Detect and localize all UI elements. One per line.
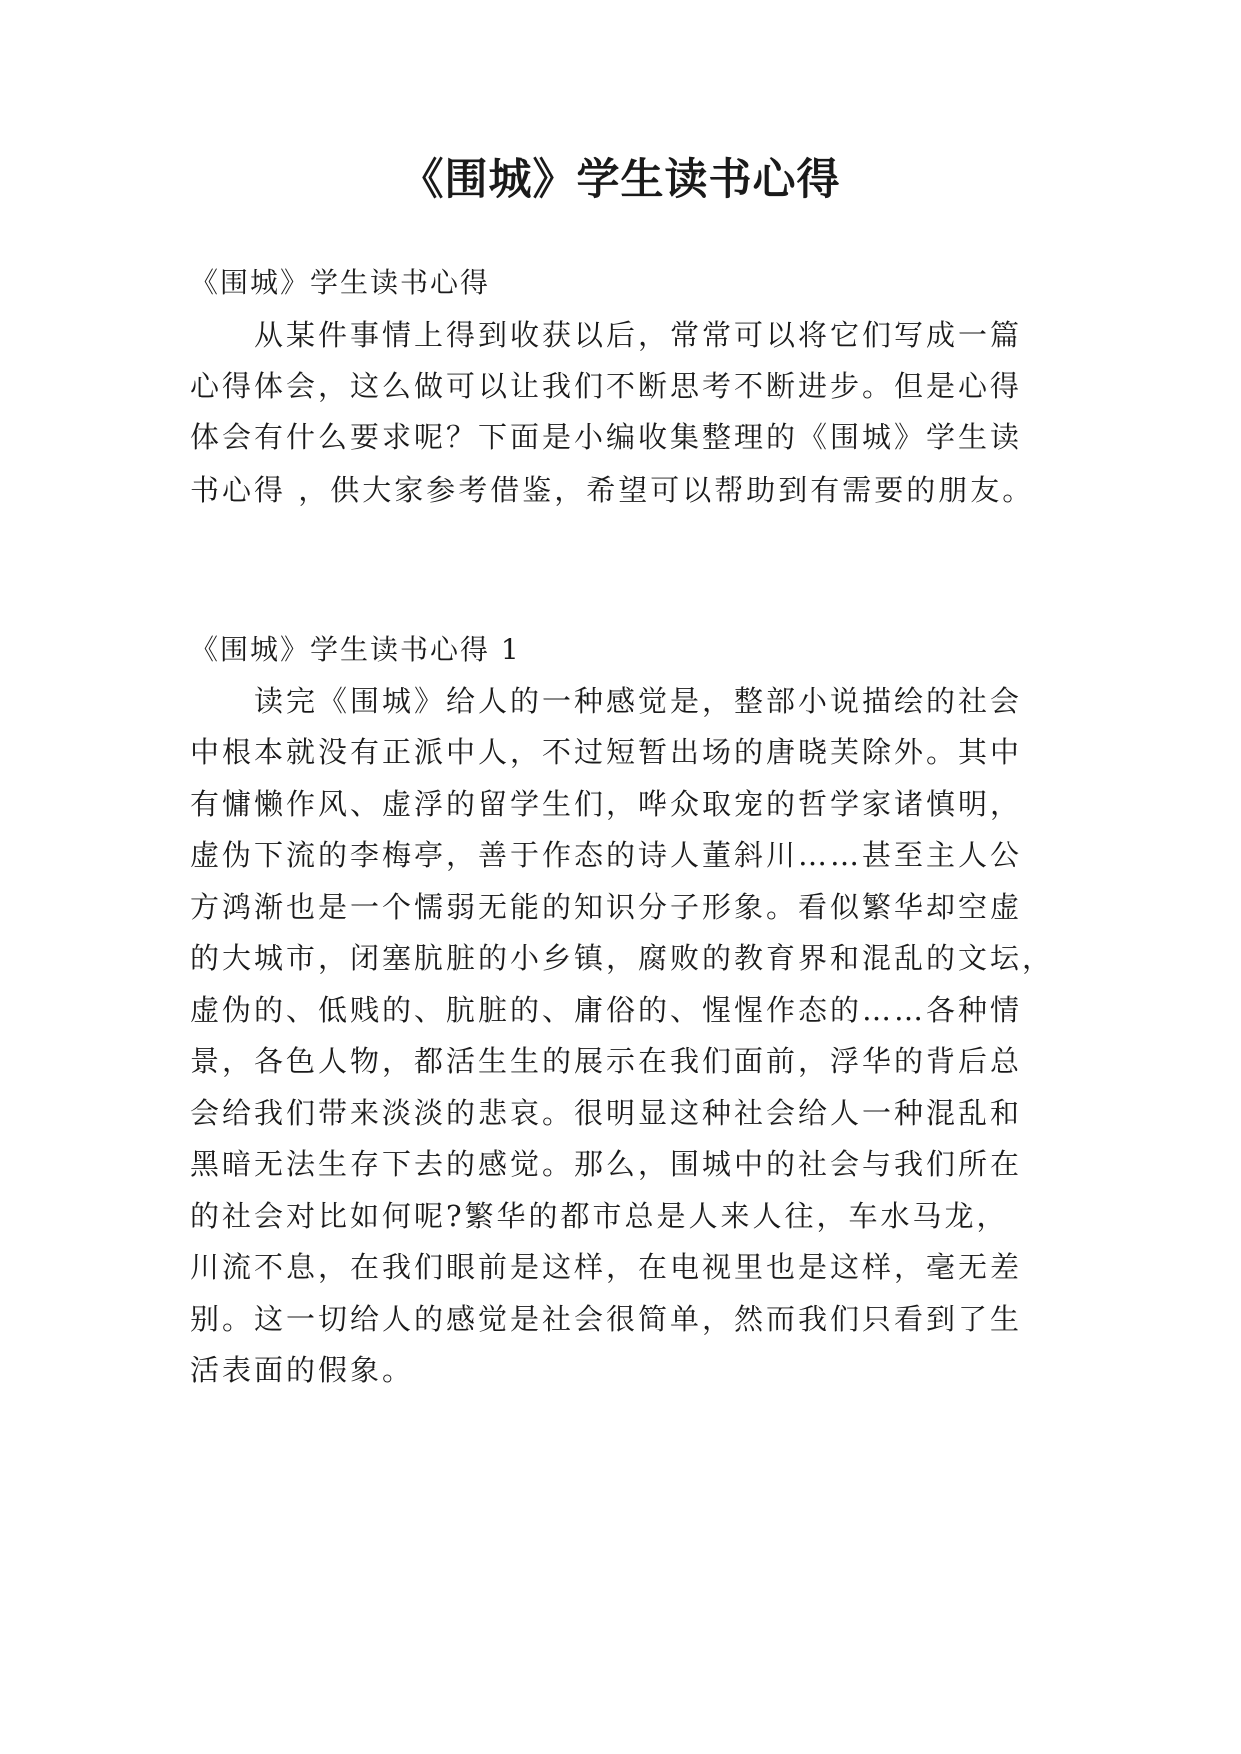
intro-heading: 《围城》学生读书心得: [190, 266, 491, 299]
intro-line: 书心得 ，供大家参考借鉴，希望可以帮助到有需要的朋友。: [190, 473, 1035, 507]
document-title: 《围城》学生读书心得: [400, 155, 841, 205]
section1-line: 的社会对比如何呢?繁华的都市总是人来人往，车水马龙，: [190, 1199, 1009, 1233]
section1-heading: 《围城》学生读书心得 1: [190, 633, 521, 666]
section1-line: 会给我们带来淡淡的悲哀。很明显这种社会给人一种混乱和: [190, 1096, 1023, 1130]
intro-line: 从某件事情上得到收获以后，常常可以将它们写成一篇: [190, 318, 1023, 352]
section1-line: 虚伪的、低贱的、肮脏的、庸俗的、惺惺作态的……各种情: [190, 993, 1023, 1027]
section1-line: 活表面的假象。: [190, 1353, 415, 1387]
section1-line: 黑暗无法生存下去的感觉。那么，围城中的社会与我们所在: [190, 1147, 1023, 1181]
section1-line: 川流不息，在我们眼前是这样，在电视里也是这样，毫无差: [190, 1250, 1023, 1284]
intro-line: 心得体会，这么做可以让我们不断思考不断进步。但是心得: [190, 369, 1023, 403]
section1-line: 有慵懒作风、虚浮的留学生们，哗众取宠的哲学家诸慎明，: [190, 787, 1023, 821]
section1-line: 的大城市，闭塞肮脏的小乡镇，腐败的教育界和混乱的文坛，: [190, 941, 1055, 975]
section1-line: 中根本就没有正派中人，不过短暂出场的唐晓芙除外。其中: [190, 735, 1023, 769]
section1-line: 方鸿渐也是一个懦弱无能的知识分子形象。看似繁华却空虚: [190, 890, 1023, 924]
section1-line: 读完《围城》给人的一种感觉是，整部小说描绘的社会: [190, 684, 1023, 718]
intro-line: 体会有什么要求呢？下面是小编收集整理的《围城》学生读: [190, 420, 1023, 454]
section1-line: 景，各色人物，都活生生的展示在我们面前，浮华的背后总: [190, 1044, 1023, 1078]
section1-line: 别。这一切给人的感觉是社会很简单，然而我们只看到了生: [190, 1302, 1023, 1336]
section1-line: 虚伪下流的李梅亭，善于作态的诗人董斜川……甚至主人公: [190, 838, 1023, 872]
